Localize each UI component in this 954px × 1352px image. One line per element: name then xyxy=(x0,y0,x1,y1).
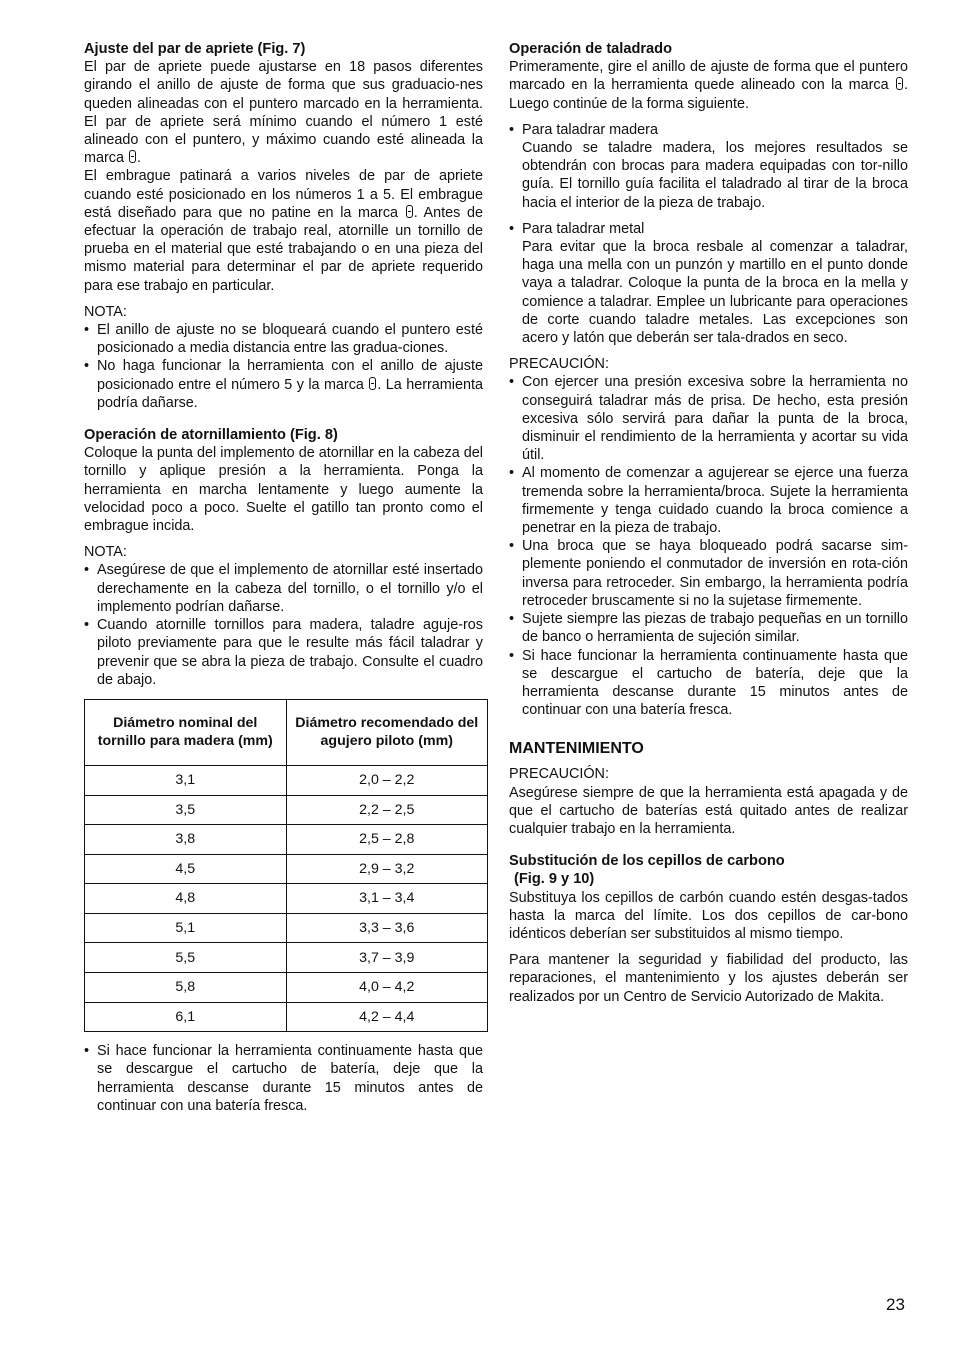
list-item: • Si hace funcionar la herramienta continuamente hasta que se descargue el cartucho de batería, deje que la herramienta descanse durante 15 minutos antes de continuar con una batería fresca. xyxy=(84,1042,483,1115)
table-cell: 4,2 – 4,4 xyxy=(286,1002,488,1032)
torque-paragraph-2: El embrague patinará a varios niveles de par de apriete cuando esté posicionado en los números 1 a 5. El embrague está diseñado para que no patine en la marca . Antes de efectuar la operación de trabajo real, atornille un tornillo de prueba en el material que esté trabajando o en una pieza del mismo material para determinar el par de apriete requerido para ese trabajo en particular. xyxy=(84,168,483,294)
drill-mode-icon xyxy=(369,377,376,390)
carbon-brushes-paragraph: Substituya los cepillos de carbón cuando estén desgas-tados hasta la marca del límite. Los dos cepillos de car-bono idénticos deberían ser substituidos al mismo tiempo. xyxy=(509,889,908,942)
section-title-screwdriving: Operación de atornillamiento (Fig. 8) xyxy=(84,427,338,444)
list-item: • Para taladrar metal Para evitar que la broca resbale al comenzar a taladrar, haga una mella con un punzón y martillo en el punto donde vaya a taladrar. Coloque la punta de la broca en la mella y comience a taladrar. Emplee un lubricante para operaciones de corte cuando taladre metales. Las excepciones son acero y latón que deberán ser tala-drados en seco. xyxy=(509,220,908,347)
list-item: • No haga funcionar la herramienta con el anillo de ajuste posicionado entre el número 5 y la marca . La herramienta podría dañarse. xyxy=(84,357,483,412)
maintenance-paragraph: Asegúrese siempre de que la herramienta está apagada y de que el cartucho de baterías está quitado antes de realizar cualquier trabajo en la herramienta. xyxy=(509,784,908,837)
table-cell: 4,5 xyxy=(85,854,287,884)
table-row xyxy=(85,943,488,973)
section-title-carbon-brushes: Substitución de los cepillos de carbono (Fig. 9 y 10) xyxy=(509,853,785,888)
table-row xyxy=(85,795,488,825)
list-item: • Si hace funcionar la herramienta continuamente hasta que se descargue el cartucho de batería, deje que la herramienta descanse durante 15 minutos antes de continuar con una batería fresca. xyxy=(509,647,908,720)
table-row xyxy=(85,884,488,914)
screwdriving-after-notes xyxy=(84,1042,483,1115)
list-item: • Para taladrar madera Cuando se taladre madera, los mejores resultados se obtendrán con brocas para madera equipadas con tor-nillo guía. El tornillo guía facilita el taladrado al tirar de la broca hacia el interior de la pieza de trabajo. xyxy=(509,121,908,212)
table-cell: 6,1 xyxy=(85,1002,287,1032)
drill-mode-icon xyxy=(406,205,413,218)
table-row xyxy=(85,765,488,795)
table-cell: 5,8 xyxy=(85,973,287,1003)
table-header: Diámetro nominal del tornillo para madera (mm) xyxy=(85,699,287,765)
list-item: • Con ejercer una presión excesiva sobre la herramienta no conseguirá taladrar más de prisa. De hecho, esta presión excesiva sólo servirá para dañar la punta de la broca, disminuir el rendimiento de la herramienta y acortar su vida útil. xyxy=(509,373,908,464)
table-cell: 3,5 xyxy=(85,795,287,825)
right-column xyxy=(509,40,908,1006)
section-title-torque: Ajuste del par de apriete (Fig. 7) xyxy=(84,41,306,57)
table-cell: 3,1 – 3,4 xyxy=(286,884,488,914)
table-cell: 5,1 xyxy=(85,913,287,943)
caution-label: PRECAUCIÓN: xyxy=(509,766,609,783)
section-title-maintenance: MANTENIMIENTO xyxy=(509,740,644,758)
drilling-paragraph: Primeramente, gire el anillo de ajuste de forma que el puntero marcado en la herramienta quede alineado con la marca . Luego continúe de la forma siguiente. xyxy=(509,59,908,112)
list-item: • Sujete siempre las piezas de trabajo pequeñas en un tornillo de banco o herramienta de sujeción similar. xyxy=(509,610,908,646)
note-label: NOTA: xyxy=(84,544,127,561)
torque-paragraph-1: El par de apriete puede ajustarse en 18 pasos diferentes girando el anillo de ajuste de forma que sus graduacio-nes queden alineadas con el puntero marcado en la herramienta. El par de apriete será mínimo cuando el número 1 esté alineado con el puntero, y máximo cuando esté alineada la marca . xyxy=(84,59,483,167)
note-label: NOTA: xyxy=(84,303,127,320)
list-item: • El anillo de ajuste no se bloqueará cuando el puntero esté posicionado a media distancia entre las gradua-ciones. xyxy=(84,321,483,357)
table-row xyxy=(85,913,488,943)
page-number: 23 xyxy=(886,1295,905,1314)
drilling-material-list xyxy=(509,121,908,347)
table-row xyxy=(85,854,488,884)
service-paragraph: Para mantener la seguridad y fiabilidad del producto, las reparaciones, el mantenimiento y los ajustes deberán ser realizados por un Centro de Servicio Autorizado de Makita. xyxy=(509,952,908,1005)
table-cell: 5,5 xyxy=(85,943,287,973)
table-cell: 2,9 – 3,2 xyxy=(286,854,488,884)
table-cell: 3,1 xyxy=(85,765,287,795)
left-column xyxy=(84,40,483,1115)
table-header: Diámetro recomendado del agujero piloto (mm) xyxy=(286,699,488,765)
table-cell: 3,7 – 3,9 xyxy=(286,943,488,973)
table-cell: 2,2 – 2,5 xyxy=(286,795,488,825)
table-cell: 3,3 – 3,6 xyxy=(286,913,488,943)
screwdriving-paragraph: Coloque la punta del implemento de atornillar en la cabeza del tornillo y aplique presión a la herramienta. Ponga la herramienta en marcha lentamente y luego aumente la velocidad poco a poco. Suelte el gatillo tan pronto como el embrague incida. xyxy=(84,445,483,535)
table-row xyxy=(85,1002,488,1032)
torque-notes xyxy=(84,321,483,412)
table-cell: 2,0 – 2,2 xyxy=(286,765,488,795)
pilot-hole-table xyxy=(84,699,488,1032)
list-item: • Cuando atornille tornillos para madera, taladre aguje-ros piloto previamente para que le resulte más fácil taladrar y prevenir que se abra la pieza de trabajo. Consulte el cuadro de abajo. xyxy=(84,616,483,689)
table-cell: 4,8 xyxy=(85,884,287,914)
list-item: • Al momento de comenzar a agujerear se ejerce una fuerza tremenda sobre la herramienta/broca. Sujete la herramienta firmemente y tenga cuidado cuando la broca comience a penetrar en la pieza de trabajo. xyxy=(509,464,908,537)
table-cell: 2,5 – 2,8 xyxy=(286,825,488,855)
table-cell: 3,8 xyxy=(85,825,287,855)
screwdriving-notes xyxy=(84,561,483,688)
drilling-cautions xyxy=(509,373,908,719)
table-row xyxy=(85,973,488,1003)
list-item: • Una broca que se haya bloqueado podrá sacarse sim-plemente poniendo el conmutador de inversión en rota-ción inversa para retroceder. Sin embargo, la herramienta podría retroceder bruscamente si no la sujetase firmemente. xyxy=(509,537,908,610)
caution-label: PRECAUCIÓN: xyxy=(509,356,609,373)
section-title-drilling: Operación de taladrado xyxy=(509,41,673,57)
table-cell: 4,0 – 4,2 xyxy=(286,973,488,1003)
drill-mode-icon xyxy=(896,77,903,90)
table-row xyxy=(85,825,488,855)
list-item: • Asegúrese de que el implemento de atornillar esté insertado derechamente en la cabeza del tornillo, o el tornillo y/o el implemento podrían dañarse. xyxy=(84,561,483,616)
drill-mode-icon xyxy=(129,150,136,163)
